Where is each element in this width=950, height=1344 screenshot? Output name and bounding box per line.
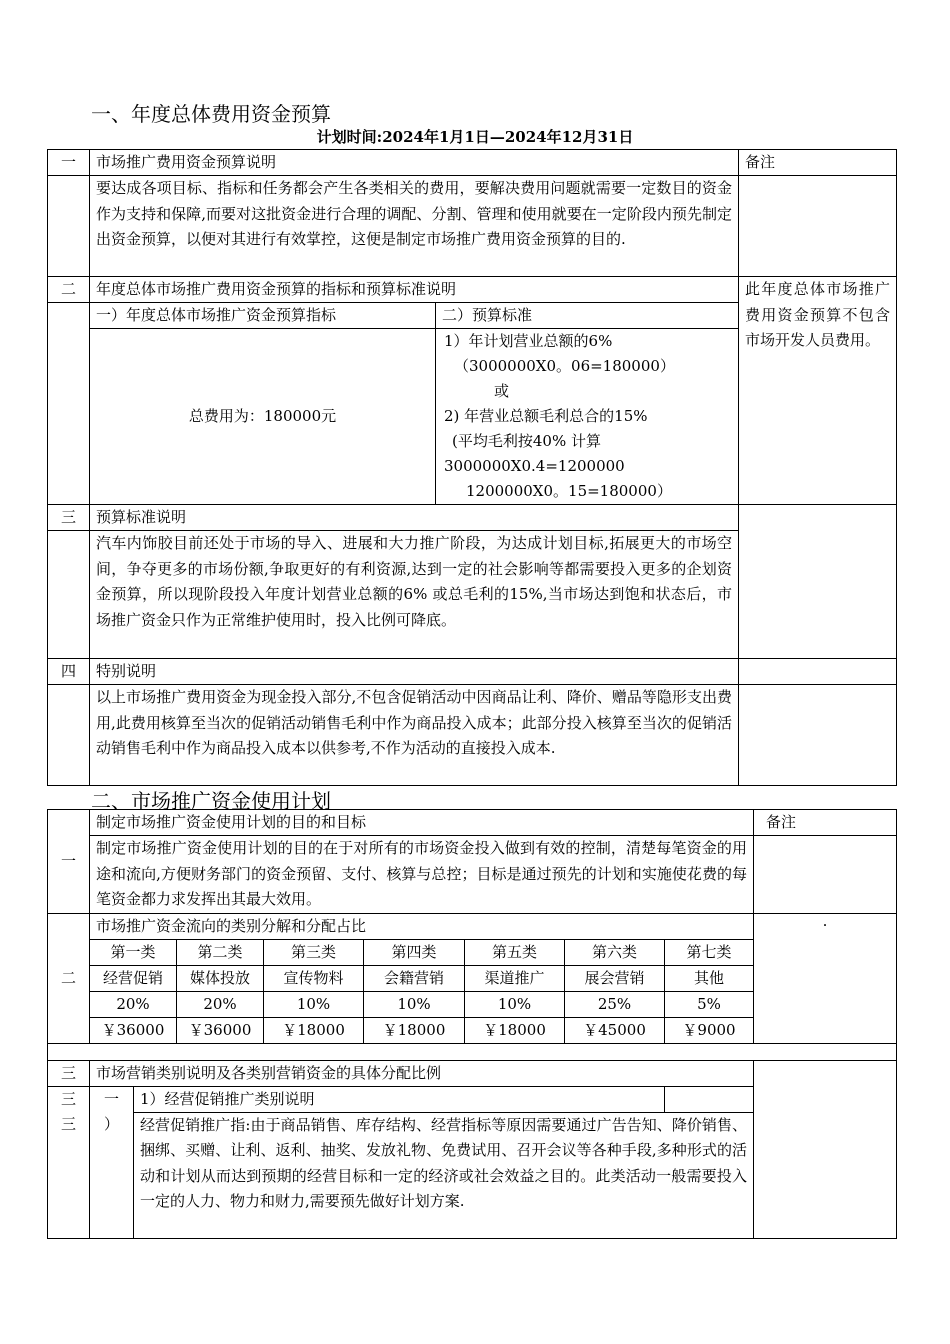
note-heading: 备注: [739, 150, 897, 176]
row-number: 一: [48, 150, 90, 176]
category-name: 会籍营销: [364, 965, 465, 991]
standard-line: 1200000X0。15=180000）: [466, 482, 672, 500]
category-amount: ￥9000: [665, 1017, 754, 1043]
category-class: 第二类: [177, 939, 264, 965]
row-number-stack: [48, 1086, 90, 1238]
category-percent: 20%: [90, 991, 177, 1017]
row-number: 三: [48, 1060, 90, 1086]
row-number-part: 三: [60, 1114, 76, 1133]
category-percent: 10%: [465, 991, 565, 1017]
category-class: 第六类: [565, 939, 665, 965]
category-percent: 5%: [665, 991, 754, 1017]
standard-line: （3000000X0。06=180000）: [454, 357, 675, 375]
standard-list: [436, 329, 739, 505]
row-heading: 年度总体市场推广费用资金预算的指标和预算标准说明: [90, 277, 739, 303]
standard-line: 2) 年营业总额毛利总合的15%: [444, 407, 648, 425]
sub-number-part: 一: [103, 1089, 119, 1108]
category-name: 渠道推广: [465, 965, 565, 991]
budget-table: [47, 149, 897, 786]
section2-title: 二、市场推广资金使用计划: [91, 789, 331, 813]
category-amount: ￥36000: [90, 1017, 177, 1043]
row-heading: 市场推广资金流向的类别分解和分配占比: [90, 913, 754, 939]
purpose-text: 要达成各项目标、指标和任务都会产生各类相关的费用，要解决费用问题就需要一定数目的资金作为支持和保障,而要对这批资金进行合理的调配、分割、管理和使用就要在一定阶段内预先制定出资金预算，以便对其进行有效掌控，这便是制定市场推广费用资金预算的目的.: [90, 176, 739, 277]
plan-table: [47, 809, 897, 1239]
sub-heading-standard: 二）预算标准: [436, 303, 739, 329]
category-amount: ￥45000: [565, 1017, 665, 1043]
plan-purpose-text: 制定市场推广资金使用计划的目的在于对所有的市场资金投入做到有效的控制，清楚每笔资金的用途和流向,方便财务部门的资金预留、支付、核算与总控；目标是通过预先的计划和实施使花费的每笔资金都力求发挥出其最大效用。: [90, 836, 754, 914]
section1-title: 一、年度总体费用资金预算: [91, 102, 331, 126]
category-amount: ￥18000: [465, 1017, 565, 1043]
standard-line: 3000000X0.4=1200000: [444, 457, 625, 475]
category-amount: ￥36000: [177, 1017, 264, 1043]
note-heading: 备注: [754, 810, 897, 836]
category-name: 其他: [665, 965, 754, 991]
total-cost: 总费用为：180000元: [90, 329, 436, 505]
standard-explanation: 汽车内饰胶目前还处于市场的导入、进展和大力推广阶段，为达成计划目标,拓展更大的市场空间，争夺更多的市场份额,争取更好的有利资源,达到一定的社会影响等都需要投入更多的企划资金预算，所以现阶段投入年度计划营业总额的6% 或总毛利的15%,当市场达到饱和状态后，市场推广资金只作为正常维护使用时，投入比例可降底。: [90, 531, 739, 659]
standard-line: 或: [494, 382, 510, 400]
promotion-explanation: 经营促销推广指:由于商品销售、库存结构、经营指标等原因需要通过广告告知、降价销售、捆绑、买赠、让利、返利、抽奖、发放礼物、免费试用、召开会议等各种手段,多种形式的活动和计划从而达到预期的经营目标和一定的经济或社会效益之目的。此类活动一般需要投入一定的人力、物力和财力,需要预先做好计划方案.: [134, 1112, 754, 1238]
category-percent: 10%: [364, 991, 465, 1017]
category-class: 第四类: [364, 939, 465, 965]
sub-heading: 1）经营促销推广类别说明: [134, 1086, 665, 1112]
category-name: 媒体投放: [177, 965, 264, 991]
category-percent: 10%: [264, 991, 364, 1017]
category-class: 第三类: [264, 939, 364, 965]
row-number: 二: [48, 277, 90, 303]
row-heading: 制定市场推广资金使用计划的目的和目标: [90, 810, 754, 836]
category-amount: ￥18000: [364, 1017, 465, 1043]
category-class: 第一类: [90, 939, 177, 965]
category-percent: 20%: [177, 991, 264, 1017]
category-amount: ￥18000: [264, 1017, 364, 1043]
category-name: 展会营销: [565, 965, 665, 991]
standard-line: 1）年计划营业总额的6%: [444, 332, 613, 350]
category-class: 第七类: [665, 939, 754, 965]
category-class: 第五类: [465, 939, 565, 965]
sub-number-stack: [90, 1086, 134, 1238]
plan-time: 计划时间:2024年1月1日—2024年12月31日: [316, 128, 634, 146]
standard-line: (平均毛利按40% 计算: [452, 432, 601, 450]
category-name: 经营促销: [90, 965, 177, 991]
row-number: 二: [48, 913, 90, 1043]
row-heading: 市场营销类别说明及各类别营销资金的具体分配比例: [90, 1060, 754, 1086]
row-number: 三: [48, 505, 90, 531]
row-number: 四: [48, 659, 90, 685]
row-heading: 特别说明: [90, 659, 739, 685]
special-note-text: 以上市场推广费用资金为现金投入部分,不包含促销活动中因商品让利、降价、赠品等隐形支出费用,此费用核算至当次的促销活动销售毛利中作为商品投入成本；此部分投入核算至当次的促销活动销售毛利中作为商品投入成本以供参考,不作为活动的直接投入成本.: [90, 685, 739, 786]
note-mark: .: [754, 913, 897, 1043]
note-text: 此年度总体市场推广费用资金预算不包含市场开发人员费用。: [739, 277, 897, 505]
sub-heading-index: 一）年度总体市场推广资金预算指标: [90, 303, 436, 329]
row-heading: 市场推广费用资金预算说明: [90, 150, 739, 176]
category-percent: 25%: [565, 991, 665, 1017]
sub-number-part: ）: [103, 1114, 119, 1133]
row-number-part: 三: [60, 1089, 76, 1108]
category-name: 宣传物料: [264, 965, 364, 991]
row-heading: 预算标准说明: [90, 505, 739, 531]
row-number: 一: [48, 810, 90, 914]
